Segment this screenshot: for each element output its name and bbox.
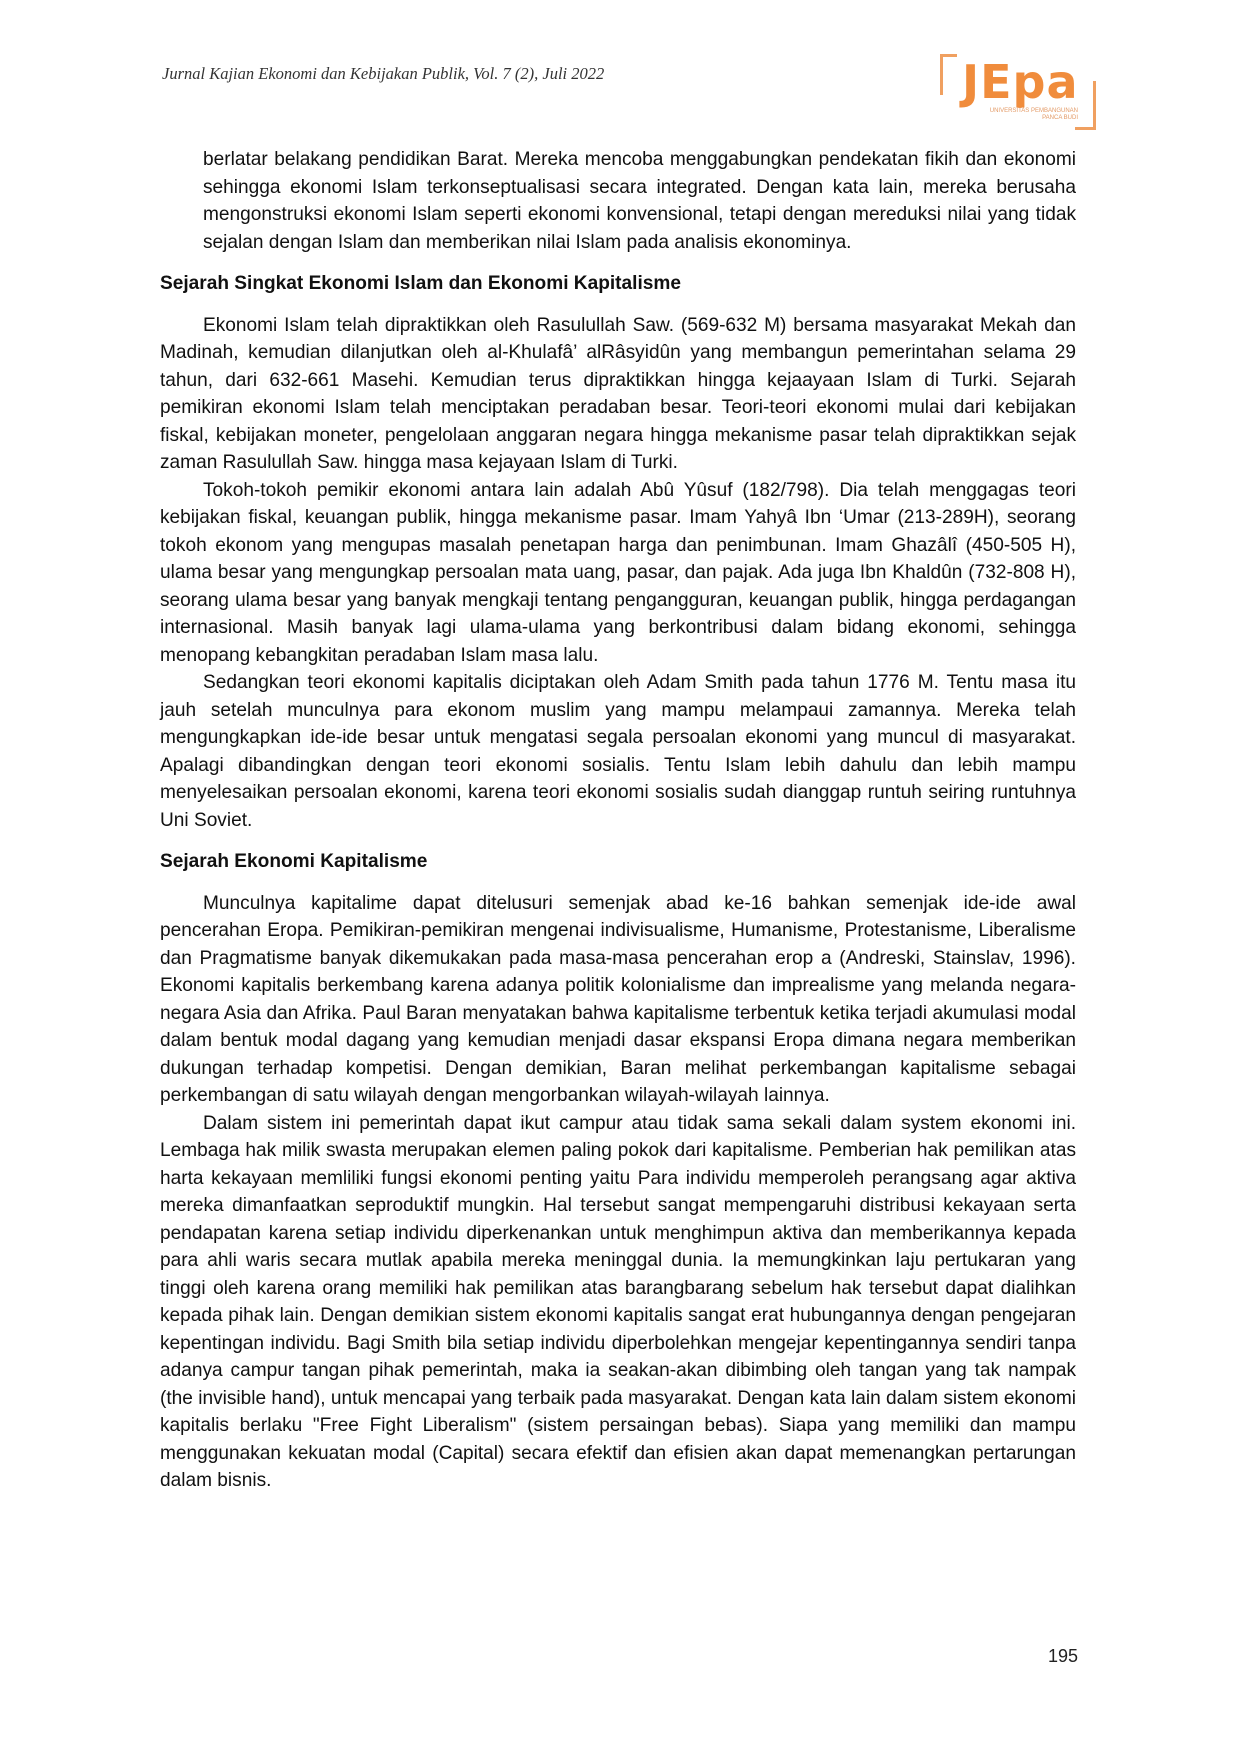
logo-text: JEpa	[962, 55, 1079, 109]
logo-corner-top-left	[940, 54, 957, 95]
paragraph: Tokoh-tokoh pemikir ekonomi antara lain adalah Abû Yûsuf (182/798). Dia telah menggagas teori kebijakan fiskal, keuangan publik, hingga mekanisme pasar. Imam Yahyâ Ibn ‘Umar (213-289H), seorang tokoh ekonom yang mengupas masalah penetapan harga dan penimbunan. Imam Ghazâlî (450-505 H), ulama besar yang mengungkap persoalan mata uang, pasar, dan pajak. Ada juga Ibn Khaldûn (732-808 H), seorang ulama besar yang banyak mengkaji tentang pengangguran, keuangan publik, hingga perdagangan internasional. Masih banyak lagi ulama-ulama yang berkontribusi dalam bidang ekonomi, sehingga menopang kebangkitan peradaban Islam masa lalu.	[160, 479, 1076, 666]
page-number: 195	[1048, 1646, 1079, 1666]
journal-logo	[940, 54, 1096, 130]
intro-paragraph: berlatar belakang pendidikan Barat. Mereka mencoba menggabungkan pendekatan fikih dan ekonomi sehingga ekonomi Islam terkonseptualisasi secara integrated. Dengan kata lain, mereka berusaha mengonstruksi ekonomi Islam seperti ekonomi konvensional, tetapi dengan mereduksi nilai yang tidak sejalan dengan Islam dan memberikan nilai Islam pada analisis ekonominya.	[203, 149, 1076, 253]
logo-subtitle: UNIVERSITAS PEMBANGUNAN PANCA BUDI	[989, 108, 1078, 121]
journal-header: Jurnal Kajian Ekonomi dan Kebijakan Publik, Vol. 7 (2), Juli 2022	[162, 64, 605, 83]
paragraph: Sedangkan teori ekonomi kapitalis diciptakan oleh Adam Smith pada tahun 1776 M. Tentu masa itu jauh setelah munculnya para ekonom muslim yang mampu melampaui zamannya. Mereka telah mengungkapkan ide-ide besar untuk mengatasi segala persoalan ekonomi yang muncul di masyarakat. Apalagi dibandingkan dengan teori ekonomi sosialis. Tentu Islam lebih dahulu dan lebih mampu menyelesaikan persoalan ekonomi, karena teori ekonomi sosialis sudah dianggap runtuh seiring runtuhnya Uni Soviet.	[160, 672, 1076, 831]
section-heading-2: Sejarah Ekonomi Kapitalisme	[160, 851, 428, 872]
paragraph: Dalam sistem ini pemerintah dapat ikut campur atau tidak sama sekali dalam system ekonomi ini. Lembaga hak milik swasta merupakan elemen paling pokok dari kapitalisme. Pemberian hak pemilikan atas harta kekayaan memliliki fungsi ekonomi penting yaitu Para individu memperoleh perangsang agar aktiva mereka dimanfaatkan seproduktif mungkin. Hal tersebut sangat mempengaruhi distribusi kekayaan serta pendapatan karena setiap individu diperkenankan untuk menghimpun aktiva dan memberikannya kepada para ahli waris secara mutlak apabila mereka meninggal dunia. Ia memungkinkan laju pertukaran yang tinggi oleh karena orang memiliki hak pemilikan atas barangbarang sebelum hak tersebut dapat dialihkan kepada pihak lain. Dengan demikian sistem ekonomi kapitalis sangat erat hubungannya dengan pengejaran kepentingan individu. Bagi Smith bila setiap individu diperbolehkan mengejar kepentingannya sendiri tanpa adanya campur tangan pihak pemerintah, maka ia seakan-akan dibimbing oleh tangan yang tak nampak (the invisible hand), untuk mencapai yang terbaik pada masyarakat. Dengan kata lain dalam sistem ekonomi kapitalis berlaku "Free Fight Liberalism" (sistem persaingan bebas). Siapa yang memiliki dan mampu menggunakan kekuatan modal (Capital) secara efektif dan efisien akan dapat memenangkan pertarungan dalam bisnis.	[160, 1112, 1076, 1491]
section-heading-1: Sejarah Singkat Ekonomi Islam dan Ekonomi Kapitalisme	[160, 273, 681, 294]
paragraph: Munculnya kapitalime dapat ditelusuri semenjak abad ke-16 bahkan semenjak ide-ide awal pencerahan Eropa. Pemikiran-pemikiran mengenai indivisualisme, Humanisme, Protestanisme, Liberalisme dan Pragmatisme banyak dikemukakan pada masa-masa pencerahan erop a (Andreski, Stainslav, 1996). Ekonomi kapitalis berkembang karena adanya politik kolonialisme dan imprealisme yang melanda negara-negara Asia dan Afrika. Paul Baran menyatakan bahwa kapitalisme terbentuk ketika terjadi akumulasi modal dalam bentuk modal dagang yang kemudian menjadi dasar ekspansi Eropa dimana negara memberikan dukungan terhadap kompetisi. Dengan demikian, Baran melihat perkembangan kapitalisme sebagai perkembangan di satu wilayah dengan mengorbankan wilayah-wilayah lainnya.	[160, 892, 1076, 1106]
article-body	[160, 146, 1076, 1495]
paragraph: Ekonomi Islam telah dipraktikkan oleh Rasulullah Saw. (569-632 M) bersama masyarakat Mekah dan Madinah, kemudian dilanjutkan oleh al-Khulafâ’ alRâsyidûn yang membangun pemerintahan selama 29 tahun, dari 632-661 Masehi. Kemudian terus dipraktikkan hingga kejaayaan Islam di Turki. Sejarah pemikiran ekonomi Islam telah menciptakan peradaban besar. Teori-teori ekonomi mulai dari kebijakan fiskal, kebijakan moneter, pengelolaan anggaran negara hingga mekanisme pasar telah dipraktikkan sejak zaman Rasulullah Saw. hingga masa kejayaan Islam di Turki.	[160, 314, 1076, 473]
